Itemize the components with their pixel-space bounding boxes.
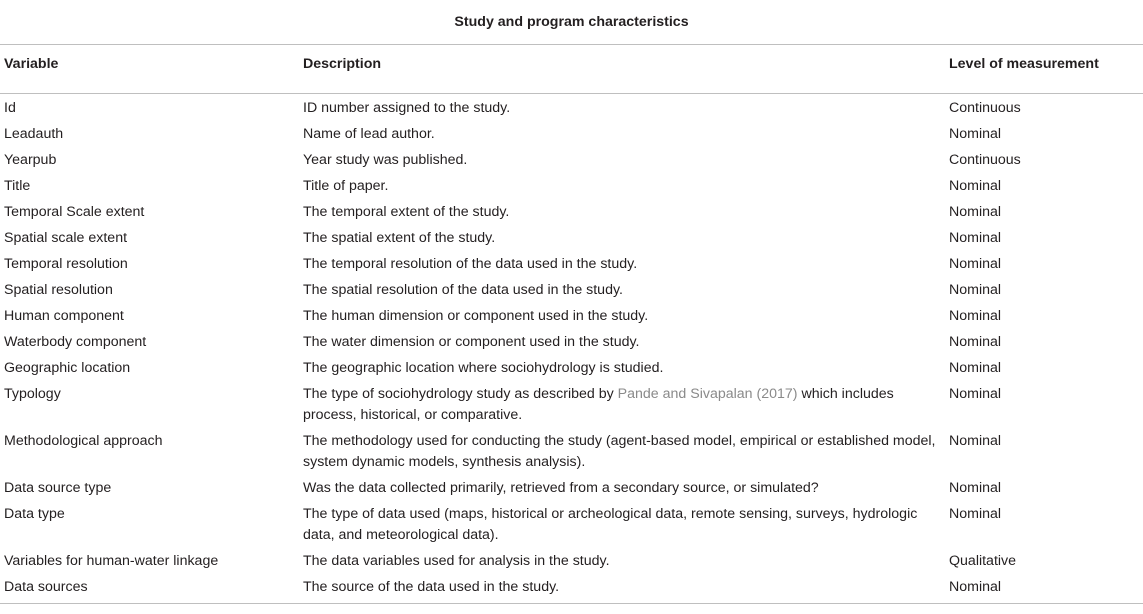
cell-description: The data variables used for analysis in the study.: [303, 553, 610, 569]
cell-level: Nominal: [949, 433, 1002, 449]
cell-variable: Title: [4, 178, 31, 194]
table-row: [0, 549, 1143, 575]
cell-level: Nominal: [949, 480, 1002, 496]
cell-level: Nominal: [949, 308, 1002, 324]
table-row: [0, 148, 1143, 174]
citation-link[interactable]: Pande and Sivapalan (2017): [617, 386, 798, 402]
cell-variable: Human component: [4, 308, 124, 324]
cell-description: The geographic location where sociohydrology is studied.: [303, 360, 664, 376]
cell-description: Was the data collected primarily, retrieved from a secondary source, or simulated?: [303, 480, 819, 496]
table-row: [0, 94, 1143, 123]
table-caption: Study and program characteristics: [0, 0, 1143, 45]
table-row: [0, 356, 1143, 382]
cell-description: The temporal resolution of the data used in the study.: [303, 256, 638, 272]
table-row: [0, 476, 1143, 502]
cell-level: Nominal: [949, 126, 1002, 142]
cell-level: Nominal: [949, 334, 1002, 350]
table-row: [0, 252, 1143, 278]
cell-level: Nominal: [949, 282, 1002, 298]
cell-variable: Leadauth: [4, 126, 64, 142]
cell-description: The human dimension or component used in the study.: [303, 308, 649, 324]
table-row: [0, 174, 1143, 200]
table-row: [0, 502, 1143, 549]
cell-description: ID number assigned to the study.: [303, 100, 511, 116]
cell-level: Continuous: [949, 152, 1021, 168]
cell-description: The water dimension or component used in the study.: [303, 334, 640, 350]
cell-description: The source of the data used in the study.: [303, 575, 949, 604]
table-row: [0, 200, 1143, 226]
cell-description: The spatial extent of the study.: [303, 230, 496, 246]
table-caption-row: [0, 0, 1143, 45]
cell-variable: Spatial scale extent: [4, 230, 128, 246]
cell-variable: Temporal resolution: [4, 256, 128, 272]
table-row: [0, 575, 1143, 604]
cell-level: Nominal: [949, 506, 1002, 522]
cell-description: Name of lead author.: [303, 126, 435, 142]
cell-level: Nominal: [949, 230, 1002, 246]
cell-description: The temporal extent of the study.: [303, 204, 510, 220]
cell-variable: Waterbody component: [4, 334, 147, 350]
description-text: which includes process, historical, or comparative.: [303, 386, 894, 423]
cell-description: [303, 382, 949, 429]
cell-variable: Data source type: [4, 480, 112, 496]
cell-description: The type of data used (maps, historical or archeological data, remote sensing, surveys, hydrologic data, and meteorological data).: [303, 506, 918, 543]
cell-description: The methodology used for conducting the study (agent-based model, empirical or established model, system dynamic models, synthesis analysis).: [303, 433, 936, 470]
cell-level: Nominal: [949, 360, 1002, 376]
cell-level: Nominal: [949, 256, 1002, 272]
cell-variable: Yearpub: [4, 152, 57, 168]
cell-variable: Spatial resolution: [4, 282, 113, 298]
table-row: [0, 122, 1143, 148]
cell-level: Nominal: [949, 575, 1143, 604]
table-row: [0, 304, 1143, 330]
cell-variable: Id: [4, 100, 16, 116]
cell-description: Year study was published.: [303, 152, 468, 168]
table-row: [0, 382, 1143, 429]
cell-level: Continuous: [949, 100, 1021, 116]
cell-variable: Temporal Scale extent: [4, 204, 145, 220]
cell-level: Nominal: [949, 386, 1002, 402]
description-text: The type of sociohydrology study as described by: [303, 386, 618, 402]
cell-description: Title of paper.: [303, 178, 389, 194]
table-header-row: [0, 45, 1143, 94]
cell-level: Nominal: [949, 178, 1002, 194]
column-header-description: Description: [303, 45, 949, 94]
table-row: [0, 330, 1143, 356]
cell-level: Nominal: [949, 204, 1002, 220]
cell-variable: Data sources: [0, 575, 303, 604]
column-header-level: Level of measurement: [949, 45, 1143, 94]
column-header-variable: Variable: [0, 45, 303, 94]
table-row: [0, 226, 1143, 252]
cell-level: Qualitative: [949, 553, 1017, 569]
cell-variable: Data type: [4, 506, 65, 522]
table-row: [0, 278, 1143, 304]
cell-variable: Variables for human-water linkage: [4, 553, 219, 569]
cell-variable: Geographic location: [4, 360, 131, 376]
cell-variable: Methodological approach: [4, 433, 163, 449]
table-row: [0, 429, 1143, 476]
cell-variable: Typology: [4, 386, 61, 402]
cell-description: The spatial resolution of the data used in the study.: [303, 282, 623, 298]
